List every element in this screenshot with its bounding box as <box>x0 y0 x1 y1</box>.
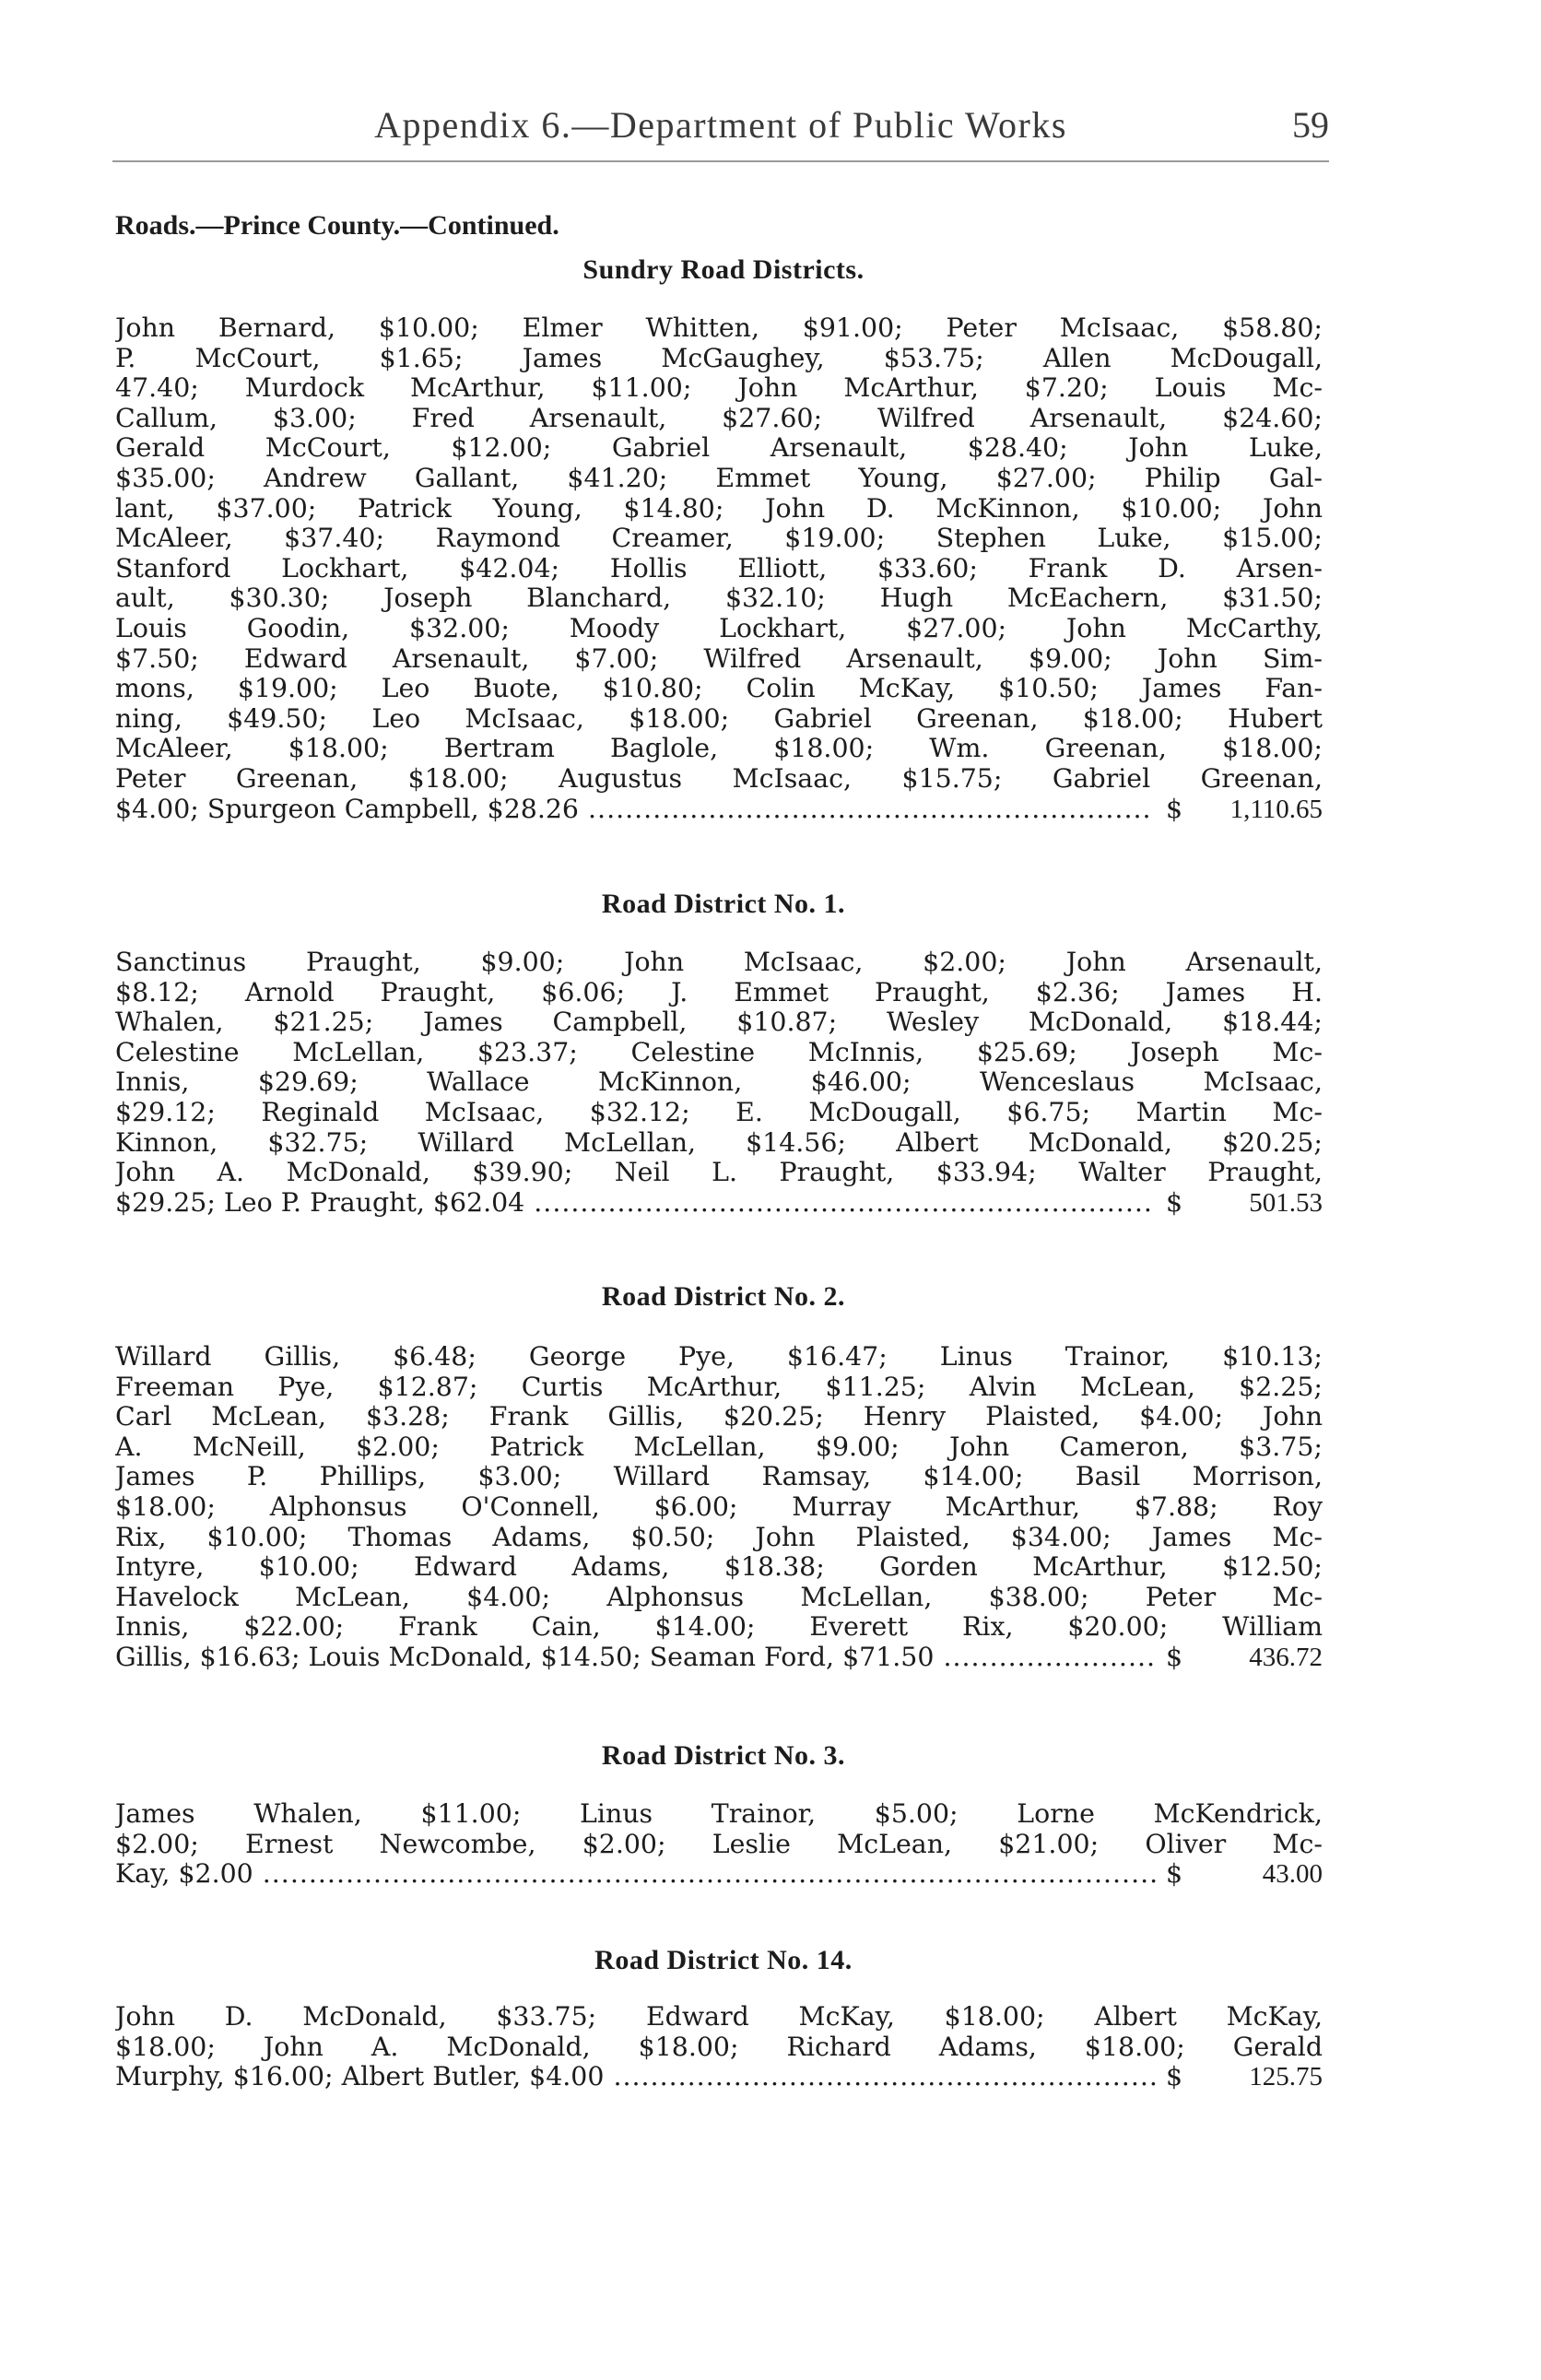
entry-line: ning, $49.50; Leo McIsaac, $18.00; Gabriel Greenan, $18.00; Hubert <box>115 703 1323 734</box>
entry-total-line <box>115 2062 1323 2092</box>
entry-line: Callum, $3.00; Fred Arsenault, $27.60; Wilfred Arsenault, $24.60; <box>115 403 1323 433</box>
entry-last-line: $4.00; Spurgeon Campbell, $28.26 <box>115 794 579 824</box>
dot-leader: ............................................................. <box>579 794 1152 824</box>
entry-line: Innis, $29.69; Wallace McKinnon, $46.00; Wenceslaus McIsaac, <box>115 1067 1323 1098</box>
entry-total-line <box>115 1859 1323 1890</box>
entry-line: Willard Gillis, $6.48; George Pye, $16.47; Linus Trainor, $10.13; <box>115 1342 1323 1372</box>
entry-line: $35.00; Andrew Gallant, $41.20; Emmet Young, $27.00; Philip Gal- <box>115 463 1323 493</box>
entry-line: Gerald McCourt, $12.00; Gabriel Arsenault, $28.40; John Luke, <box>115 433 1323 464</box>
entry-last-line: Kay, $2.00 <box>115 1859 253 1890</box>
entry-line: Innis, $22.00; Frank Cain, $14.00; Everett Rix, $20.00; William <box>115 1612 1323 1643</box>
entry-total <box>1166 795 1323 825</box>
district-entry-2 <box>115 1342 1323 1673</box>
entry-total-line <box>115 795 1323 825</box>
entry-line: Stanford Lockhart, $42.04; Hollis Elliott, $33.60; Frank D. Arsen- <box>115 553 1323 583</box>
dollar-sign: $ <box>1166 794 1183 824</box>
entry-line: $8.12; Arnold Praught, $6.06; J. Emmet Praught, $2.36; James H. <box>115 977 1323 1007</box>
entry-line: ault, $30.30; Joseph Blanchard, $32.10; Hugh McEachern, $31.50; <box>115 583 1323 614</box>
total-amount: 43.00 <box>1262 1859 1323 1890</box>
section-title: Roads.—Prince County.—Continued. <box>115 210 559 241</box>
entry-line: mons, $19.00; Leo Buote, $10.80; Colin McKay, $10.50; James Fan- <box>115 674 1323 704</box>
entry-line: McAleer, $37.40; Raymond Creamer, $19.00; Stephen Luke, $15.00; <box>115 524 1323 554</box>
entry-line: A. McNeill, $2.00; Patrick McLellan, $9.00; John Cameron, $3.75; <box>115 1432 1323 1462</box>
entry-line: lant, $37.00; Patrick Young, $14.80; John D. McKinnon, $10.00; John <box>115 493 1323 524</box>
dot-leader: ................................................................... <box>524 1187 1153 1218</box>
district-heading-14: Road District No. 14. <box>594 1945 853 1975</box>
entry-total <box>1166 2062 1323 2092</box>
entry-last-line-text <box>115 1188 1153 1219</box>
entry-line: 47.40; Murdock McArthur, $11.00; John McArthur, $7.20; Louis Mc- <box>115 373 1323 404</box>
entry-total-line <box>115 1188 1323 1219</box>
entry-last-line: $29.25; Leo P. Praught, $62.04 <box>115 1187 525 1218</box>
entry-line: John D. McDonald, $33.75; Edward McKay, $18.00; Albert McKay, <box>115 2002 1323 2032</box>
entry-line: John Bernard, $10.00; Elmer Whitten, $91.00; Peter McIsaac, $58.80; <box>115 313 1323 343</box>
entry-line: Celestine McLellan, $23.37; Celestine McInnis, $25.69; Joseph Mc- <box>115 1037 1323 1067</box>
entry-line: Whalen, $21.25; James Campbell, $10.87; Wesley McDonald, $18.44; <box>115 1007 1323 1038</box>
district-heading-sundry: Sundry Road Districts. <box>582 254 865 285</box>
district-entry-14 <box>115 2002 1323 2092</box>
total-amount: 1,110.65 <box>1229 794 1323 824</box>
page-number: 59 <box>1292 104 1329 146</box>
entry-total <box>1166 1859 1323 1890</box>
entry-line: Carl McLean, $3.28; Frank Gillis, $20.25; Henry Plaisted, $4.00; John <box>115 1402 1323 1432</box>
entry-line: $2.00; Ernest Newcombe, $2.00; Leslie McLean, $21.00; Oliver Mc- <box>115 1829 1323 1859</box>
dollar-sign: $ <box>1166 2062 1183 2092</box>
district-entry-1 <box>115 948 1323 1218</box>
dot-leader: ....................... <box>934 1642 1157 1672</box>
entry-line: P. McCourt, $1.65; James McGaughey, $53.75; Allen McDougall, <box>115 343 1323 373</box>
district-entry-3 <box>115 1799 1323 1890</box>
entry-line: James Whalen, $11.00; Linus Trainor, $5.00; Lorne McKendrick, <box>115 1799 1323 1829</box>
entry-last-line-text <box>115 795 1152 825</box>
entry-line: Peter Greenan, $18.00; Augustus McIsaac, $15.75; Gabriel Greenan, <box>115 763 1323 794</box>
entry-line: Rix, $10.00; Thomas Adams, $0.50; John Plaisted, $34.00; James Mc- <box>115 1522 1323 1552</box>
entry-line: Sanctinus Praught, $9.00; John McIsaac, $2.00; John Arsenault, <box>115 948 1323 977</box>
district-heading-3: Road District No. 3. <box>601 1740 846 1771</box>
entry-line: Louis Goodin, $32.00; Moody Lockhart, $27.00; John McCarthy, <box>115 613 1323 643</box>
total-amount: 501.53 <box>1249 1187 1323 1218</box>
dollar-sign: $ <box>1166 1187 1183 1218</box>
dot-leader: ................................................................................................. <box>253 1859 1159 1890</box>
entry-line: John A. McDonald, $39.90; Neil L. Praught, $33.94; Walter Praught, <box>115 1158 1323 1188</box>
entry-line: $18.00; John A. McDonald, $18.00; Richard Adams, $18.00; Gerald <box>115 2032 1323 2062</box>
dollar-sign: $ <box>1166 1642 1183 1672</box>
entry-total <box>1166 1188 1323 1219</box>
total-amount: 436.72 <box>1249 1642 1323 1672</box>
dollar-sign: $ <box>1166 1859 1183 1890</box>
entry-last-line: Murphy, $16.00; Albert Butler, $4.00 <box>115 2062 605 2092</box>
entry-line: $7.50; Edward Arsenault, $7.00; Wilfred Arsenault, $9.00; John Sim- <box>115 643 1323 674</box>
entry-total-line <box>115 1643 1323 1673</box>
entry-last-line: Gillis, $16.63; Louis McDonald, $14.50; Seaman Ford, $71.50 <box>115 1642 935 1672</box>
entry-total <box>1166 1643 1323 1673</box>
entry-line: $18.00; Alphonsus O'Connell, $6.00; Murray McArthur, $7.88; Roy <box>115 1491 1323 1522</box>
running-title: Appendix 6.—Department of Public Works <box>374 104 1067 146</box>
entry-line: McAleer, $18.00; Bertram Baglole, $18.00; Wm. Greenan, $18.00; <box>115 734 1323 764</box>
district-heading-2: Road District No. 2. <box>601 1281 846 1312</box>
entry-last-line-text <box>115 2062 1159 2092</box>
entry-line: Freeman Pye, $12.87; Curtis McArthur, $11.25; Alvin McLean, $2.25; <box>115 1372 1323 1402</box>
entry-last-line-text <box>115 1859 1159 1890</box>
entry-line: $29.12; Reginald McIsaac, $32.12; E. McDougall, $6.75; Martin Mc- <box>115 1097 1323 1127</box>
entry-last-line-text <box>115 1643 1156 1673</box>
running-header <box>112 103 1329 159</box>
header-rule <box>112 160 1329 162</box>
entry-line: Havelock McLean, $4.00; Alphonsus McLellan, $38.00; Peter Mc- <box>115 1582 1323 1612</box>
dot-leader: ........................................................... <box>604 2062 1159 2092</box>
entry-line: Intyre, $10.00; Edward Adams, $18.38; Gorden McArthur, $12.50; <box>115 1552 1323 1583</box>
district-heading-1: Road District No. 1. <box>601 889 846 919</box>
district-entry-sundry <box>115 313 1323 824</box>
entry-line: Kinnon, $32.75; Willard McLellan, $14.56; Albert McDonald, $20.25; <box>115 1127 1323 1158</box>
total-amount: 125.75 <box>1249 2062 1323 2092</box>
entry-line: James P. Phillips, $3.00; Willard Ramsay, $14.00; Basil Morrison, <box>115 1462 1323 1492</box>
